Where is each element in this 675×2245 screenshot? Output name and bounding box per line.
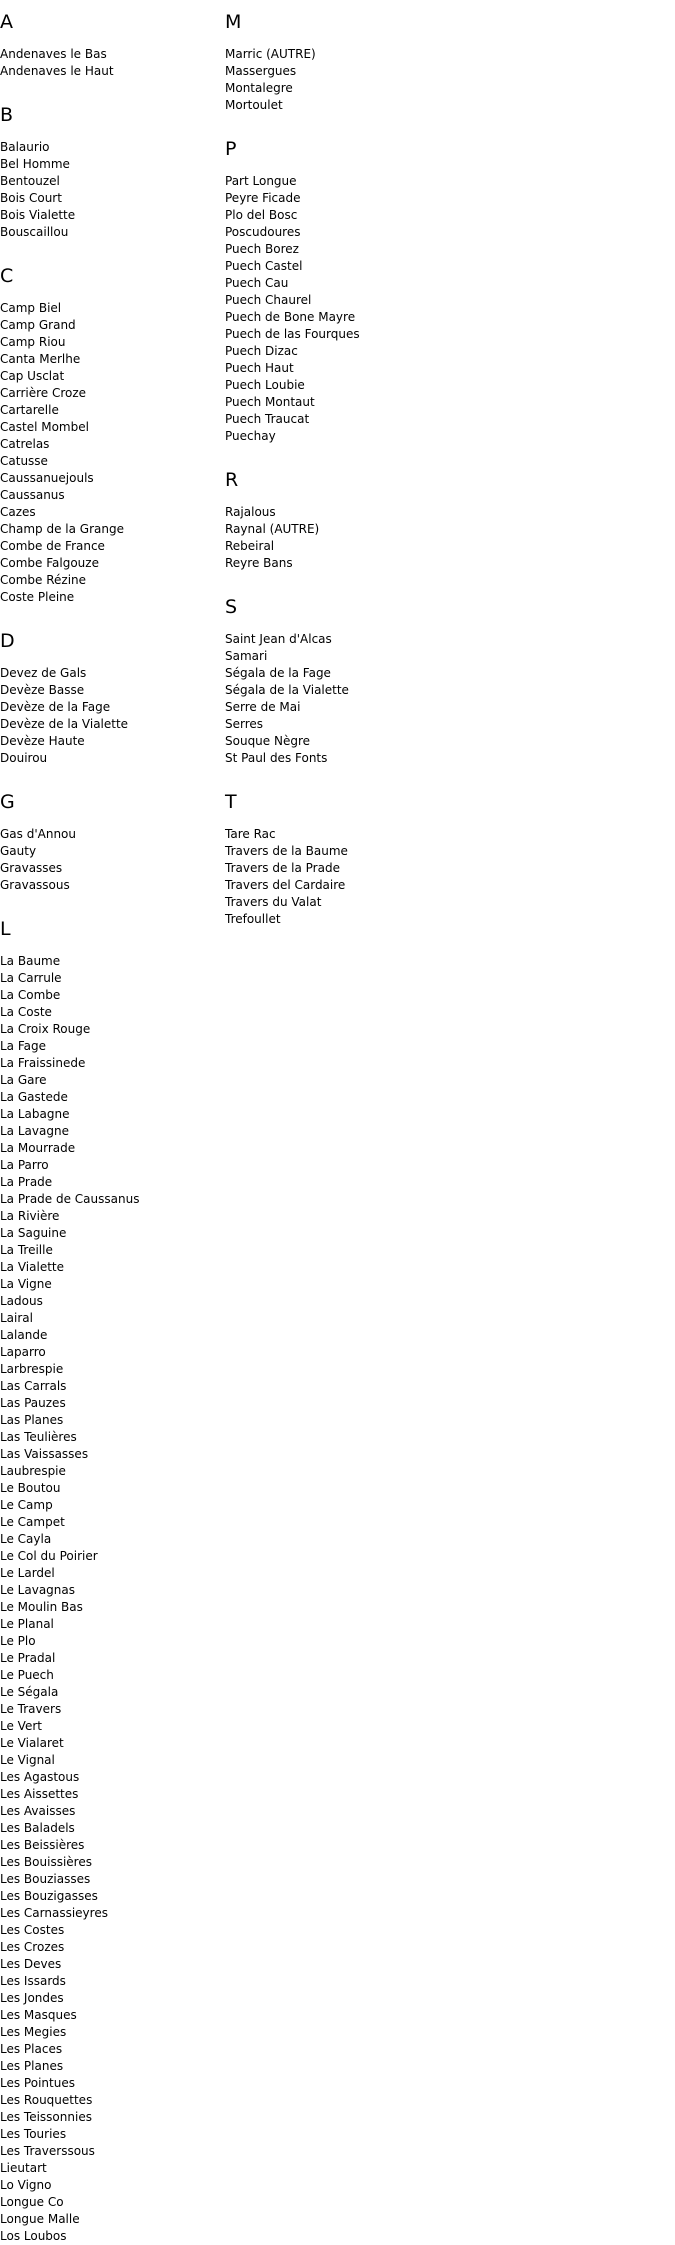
place-name-link[interactable]: Le Camp (0, 1498, 53, 1512)
place-name-link[interactable]: La Gastede (0, 1090, 68, 1104)
place-name-link[interactable]: Le Planal (0, 1617, 54, 1631)
place-name-link[interactable]: La Labagne (0, 1107, 70, 1121)
place-name-link[interactable]: Las Planes (0, 1413, 64, 1427)
place-name-link[interactable]: Le Plo (0, 1634, 36, 1648)
place-name-link[interactable]: Les Baladels (0, 1821, 75, 1835)
place-name-link[interactable]: Ségala de la Fage (225, 666, 331, 680)
place-name-link[interactable]: Lalande (0, 1328, 48, 1342)
place-name-link[interactable]: Samari (225, 649, 268, 663)
place-name-link[interactable]: Camp Grand (0, 318, 76, 332)
place-name-link[interactable]: Caussanuejouls (0, 471, 94, 485)
place-name-link[interactable]: Souque Nègre (225, 734, 311, 748)
place-name-link[interactable]: Serres (225, 717, 264, 731)
place-name-link[interactable]: Puech Montaut (225, 395, 315, 409)
place-name-link[interactable]: Le Vert (0, 1719, 42, 1733)
place-name-link[interactable]: Bois Court (0, 191, 62, 205)
place-name-link[interactable]: La Fage (0, 1039, 47, 1053)
place-list (0, 826, 225, 894)
place-name-link[interactable]: Les Jondes (0, 1991, 64, 2005)
place-name-link[interactable]: Las Teulières (0, 1430, 77, 1444)
place-name-link[interactable]: Bois Vialette (0, 208, 76, 222)
place-name-link[interactable]: Le Cayla (0, 1532, 52, 1546)
place-name-link[interactable]: Le Boutou (0, 1481, 61, 1495)
place-name-link[interactable]: Puech Cau (225, 276, 289, 290)
place-name-link[interactable]: Les Planes (0, 2059, 64, 2073)
place-name-link[interactable]: Montalegre (225, 81, 293, 95)
place-name-link[interactable]: Puech Borez (225, 242, 299, 256)
place-name-link[interactable]: Combe Falgouze (0, 556, 99, 570)
letter-section (0, 918, 225, 2245)
place-name-link[interactable]: Laubrespie (0, 1464, 66, 1478)
place-name-link[interactable]: Lieutart (0, 2161, 47, 2175)
place-list (0, 46, 225, 80)
place-name-link[interactable]: Les Carnassieyres (0, 1906, 108, 1920)
place-name-link[interactable]: Le Puech (0, 1668, 54, 1682)
place-name-link[interactable]: Puech de Bone Mayre (225, 310, 356, 324)
place-name-link[interactable]: Puech de las Fourques (225, 327, 360, 341)
letter-section (225, 469, 465, 572)
place-list (0, 665, 225, 767)
place-name-link[interactable]: Le Travers (0, 1702, 62, 1716)
place-name-link[interactable]: La Vigne (0, 1277, 52, 1291)
place-name-link[interactable]: Le Vignal (0, 1753, 55, 1767)
place-name-link[interactable]: Cap Usclat (0, 369, 65, 383)
place-name-link[interactable]: Peyre Ficade (225, 191, 301, 205)
letter-section (225, 11, 465, 114)
place-name-link[interactable]: Gravassous (0, 878, 70, 892)
place-list (225, 173, 465, 445)
place-name-link[interactable]: Saint Jean d'Alcas (225, 632, 332, 646)
place-name-link[interactable]: Raynal (AUTRE) (225, 522, 320, 536)
place-name-link[interactable]: Carrière Croze (0, 386, 87, 400)
place-name-link[interactable]: La Coste (0, 1005, 52, 1019)
place-name-link[interactable]: Trefoullet (225, 912, 281, 926)
section-letter-heading: C (0, 265, 14, 287)
place-name-link[interactable]: Caussanus (0, 488, 65, 502)
place-name-link[interactable]: St Paul des Fonts (225, 751, 328, 765)
place-name-link[interactable]: Camp Biel (0, 301, 62, 315)
place-name-link[interactable]: La Lavagne (0, 1124, 69, 1138)
place-name-link[interactable]: Champ de la Grange (0, 522, 124, 536)
place-list (225, 504, 465, 572)
place-name-link[interactable]: Les Megies (0, 2025, 67, 2039)
place-name-link[interactable]: Les Aissettes (0, 1787, 79, 1801)
place-name-link[interactable]: Travers del Cardaire (225, 878, 346, 892)
place-name-link[interactable]: Larbrespie (0, 1362, 64, 1376)
place-name-link[interactable]: Laparro (0, 1345, 46, 1359)
place-name-link[interactable]: Lairal (0, 1311, 33, 1325)
place-name-link[interactable]: Puech Chaurel (225, 293, 312, 307)
place-name-link[interactable]: La Fraissinede (0, 1056, 86, 1070)
place-name-link[interactable]: Puech Dizac (225, 344, 298, 358)
place-name-link[interactable]: Cazes (0, 505, 36, 519)
place-name-link[interactable]: Travers du Valat (225, 895, 322, 909)
place-name-link[interactable]: Part Longue (225, 174, 297, 188)
place-name-link[interactable]: Le Lardel (0, 1566, 55, 1580)
letter-section (225, 596, 465, 767)
place-name-link[interactable]: Les Crozes (0, 1940, 65, 1954)
place-name-link[interactable]: Gauty (0, 844, 37, 858)
place-name-link[interactable]: La Saguine (0, 1226, 67, 1240)
letter-section (225, 138, 465, 445)
letter-section (225, 791, 465, 928)
place-list (0, 139, 225, 241)
letter-section (0, 104, 225, 241)
place-name-link[interactable]: Le Moulin Bas (0, 1600, 83, 1614)
place-list (225, 46, 465, 114)
place-name-link[interactable]: Les Avaisses (0, 1804, 76, 1818)
place-name-link[interactable]: Rajalous (225, 505, 276, 519)
place-list (225, 826, 465, 928)
place-name-link[interactable]: La Rivière (0, 1209, 60, 1223)
place-name-link[interactable]: Les Bouzigasses (0, 1889, 98, 1903)
place-name-link[interactable]: Les Agastous (0, 1770, 80, 1784)
place-name-link[interactable]: Les Masques (0, 2008, 77, 2022)
letter-section (0, 630, 225, 767)
place-name-link[interactable]: Devez de Gals (0, 666, 87, 680)
place-name-link[interactable]: Longue Malle (0, 2212, 80, 2226)
place-name-link[interactable]: Les Touries (0, 2127, 67, 2141)
place-name-link[interactable]: Gravasses (0, 861, 63, 875)
place-name-link[interactable]: La Prade de Caussanus (0, 1192, 140, 1206)
place-name-link[interactable]: Le Ségala (0, 1685, 59, 1699)
place-name-link[interactable]: Camp Riou (0, 335, 66, 349)
place-name-link[interactable]: Les Traverssous (0, 2144, 95, 2158)
place-name-link[interactable]: Massergues (225, 64, 297, 78)
place-name-link[interactable]: Coste Pleine (0, 590, 75, 604)
place-name-link[interactable]: Devèze Basse (0, 683, 85, 697)
place-name-link[interactable]: Mortoulet (225, 98, 283, 112)
place-name-link[interactable]: La Prade (0, 1175, 53, 1189)
place-name-link[interactable]: La Croix Rouge (0, 1022, 91, 1036)
place-name-link[interactable]: Devèze de la Vialette (0, 717, 129, 731)
place-name-link[interactable]: Las Pauzes (0, 1396, 66, 1410)
place-name-link[interactable]: La Parro (0, 1158, 49, 1172)
place-name-link[interactable]: Les Costes (0, 1923, 65, 1937)
place-name-link[interactable]: La Combe (0, 988, 61, 1002)
place-name-link[interactable]: Balaurio (0, 140, 50, 154)
place-name-link[interactable]: Travers de la Prade (225, 861, 340, 875)
place-name-link[interactable]: Bentouzel (0, 174, 60, 188)
place-name-link[interactable]: Catusse (0, 454, 48, 468)
place-name-link[interactable]: Ladous (0, 1294, 43, 1308)
place-name-link[interactable]: Puech Castel (225, 259, 303, 273)
section-letter-heading: M (225, 11, 242, 33)
place-name-link[interactable]: Les Teissonnies (0, 2110, 92, 2124)
section-letter-heading: P (225, 138, 237, 160)
place-name-link[interactable]: Les Places (0, 2042, 63, 2056)
place-name-link[interactable]: Travers de la Baume (225, 844, 348, 858)
letter-section (0, 791, 225, 894)
place-name-link[interactable]: La Baume (0, 954, 61, 968)
section-letter-heading: B (0, 104, 14, 126)
place-name-link[interactable]: La Vialette (0, 1260, 64, 1274)
place-name-link[interactable]: Plo del Bosc (225, 208, 298, 222)
section-letter-heading: T (225, 791, 237, 813)
place-name-link[interactable]: Les Pointues (0, 2076, 75, 2090)
place-name-link[interactable]: Marric (AUTRE) (225, 47, 316, 61)
place-name-link[interactable]: Le Pradal (0, 1651, 56, 1665)
place-name-link[interactable]: Puechay (225, 429, 276, 443)
place-name-link[interactable]: Las Vaissasses (0, 1447, 89, 1461)
place-name-link[interactable]: Les Bouissières (0, 1855, 92, 1869)
place-list (225, 631, 465, 767)
place-name-link[interactable]: Las Carrals (0, 1379, 67, 1393)
place-name-link[interactable]: Lo Vigno (0, 2178, 52, 2192)
place-name-link[interactable]: Le Col du Poirier (0, 1549, 98, 1563)
place-name-link[interactable]: Combe Rézine (0, 573, 87, 587)
section-letter-heading: D (0, 630, 15, 652)
place-name-link[interactable]: Le Lavagnas (0, 1583, 75, 1597)
place-name-link[interactable]: Rebeiral (225, 539, 275, 553)
place-name-link[interactable]: Puech Loubie (225, 378, 305, 392)
place-name-link[interactable]: Les Rouquettes (0, 2093, 93, 2107)
place-name-link[interactable]: Le Vialaret (0, 1736, 64, 1750)
place-name-link[interactable]: Tare Rac (225, 827, 276, 841)
place-name-link[interactable]: Serre de Mai (225, 700, 301, 714)
place-name-link[interactable]: Les Beissières (0, 1838, 85, 1852)
place-name-link[interactable]: Puech Traucat (225, 412, 310, 426)
place-name-link[interactable]: Los Loubos (0, 2229, 67, 2243)
place-name-link[interactable]: Andenaves le Haut (0, 64, 114, 78)
section-letter-heading: A (0, 11, 13, 33)
place-name-link[interactable]: Devèze de la Fage (0, 700, 111, 714)
place-name-link[interactable]: Poscudoures (225, 225, 301, 239)
place-name-link[interactable]: Cartarelle (0, 403, 59, 417)
place-name-link[interactable]: La Carrule (0, 971, 62, 985)
place-name-link[interactable]: Reyre Bans (225, 556, 293, 570)
place-name-link[interactable]: Bouscaillou (0, 225, 69, 239)
place-name-link[interactable]: Andenaves le Bas (0, 47, 107, 61)
place-name-link[interactable]: Devèze Haute (0, 734, 85, 748)
place-name-link[interactable]: Ségala de la Vialette (225, 683, 349, 697)
place-name-link[interactable]: La Mourrade (0, 1141, 76, 1155)
place-name-link[interactable]: Bel Homme (0, 157, 70, 171)
place-name-link[interactable]: Les Issards (0, 1974, 66, 1988)
place-name-link[interactable]: Les Bouziasses (0, 1872, 91, 1886)
place-name-link[interactable]: Le Campet (0, 1515, 65, 1529)
letter-section (0, 265, 225, 606)
place-name-link[interactable]: Combe de France (0, 539, 105, 553)
place-name-link[interactable]: La Gare (0, 1073, 47, 1087)
place-name-link[interactable]: Catrelas (0, 437, 50, 451)
index-column-right (225, 0, 465, 928)
place-list (0, 953, 225, 2245)
section-letter-heading: G (0, 791, 15, 813)
section-letter-heading: R (225, 469, 239, 491)
place-name-link[interactable]: Les Deves (0, 1957, 62, 1971)
place-name-link[interactable]: Castel Mombel (0, 420, 89, 434)
place-name-link[interactable]: Longue Co (0, 2195, 64, 2209)
letter-section (0, 11, 225, 80)
place-name-link[interactable]: Puech Haut (225, 361, 294, 375)
section-letter-heading: S (225, 596, 238, 618)
section-letter-heading: L (0, 918, 11, 940)
place-name-link[interactable]: Douirou (0, 751, 48, 765)
index-column-left (0, 0, 225, 2245)
place-name-link[interactable]: Gas d'Annou (0, 827, 77, 841)
place-name-link[interactable]: Canta Merlhe (0, 352, 81, 366)
place-name-link[interactable]: La Treille (0, 1243, 53, 1257)
place-list (0, 300, 225, 606)
